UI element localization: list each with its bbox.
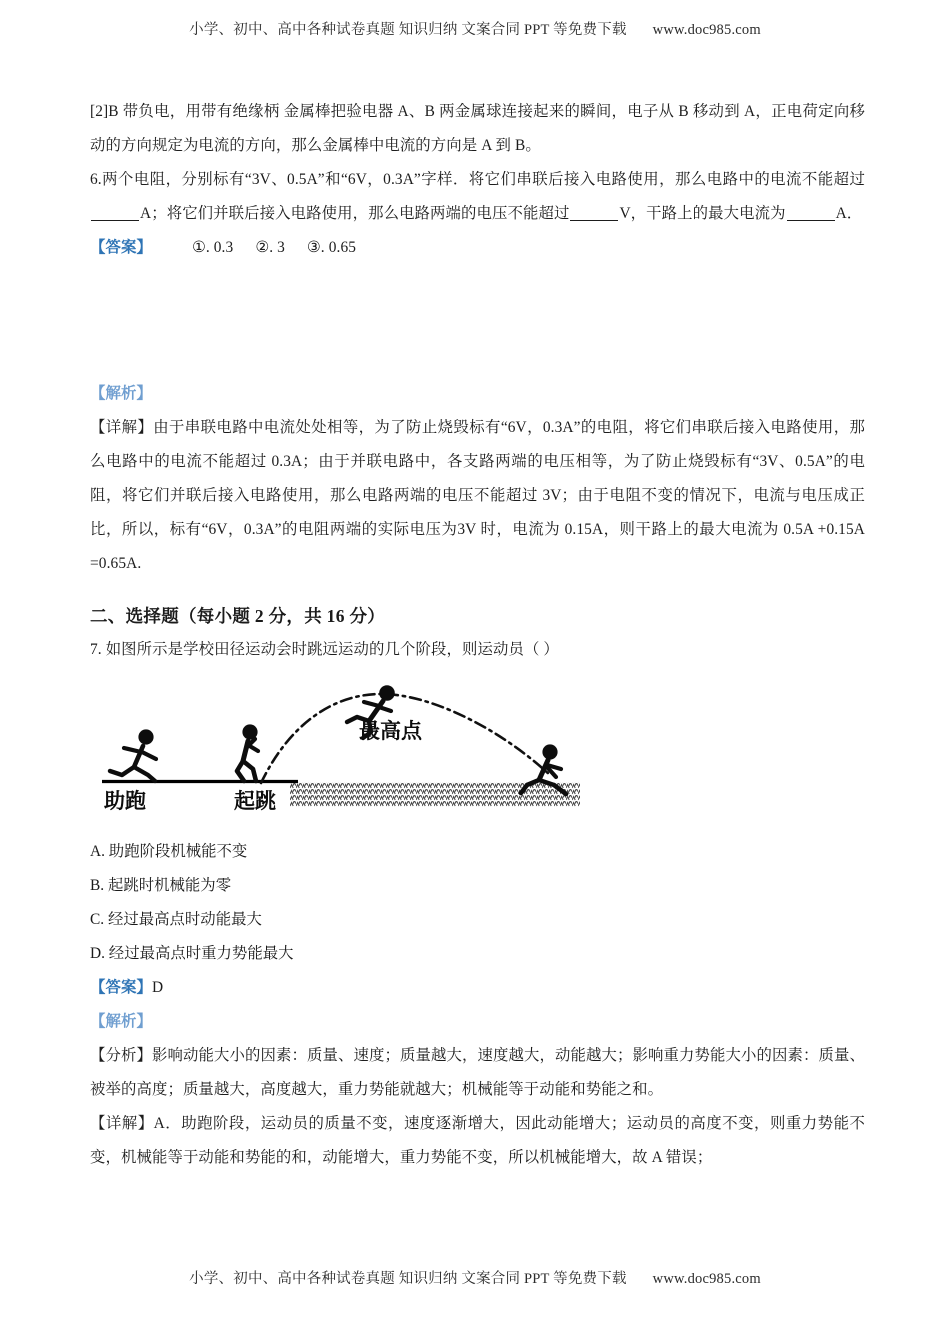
runner-figure-take-off [237,724,258,781]
figure-label-run-up: 助跑 [104,789,146,813]
section-2-heading: 二、选择题（每小题 2 分，共 16 分） [90,606,386,626]
question-6-blank-2 [570,206,618,221]
question-6-detail: 【详解】由于串联电路中电流处处相等，为了防止烧毁标有“6V，0.3A”的电阻，将它们串联后接入电路使用，那么电路中的电流不能超过 0.3A；由于并联电路中，各支路两端的电压相等，为了防止烧毁标有“3V、0.5A”的电阻，将它们并联后接入电路使用，那么电路两端的电压不能超过 3V；由于电阻不变的情况下，电流与电压成正比，所以，标有“6V，0.3A”的电阻两端的实际电压为3V 时，电流为 0.15A，则干路上的最大电流为 0.5A +0.15A =0.65A. [90,419,865,572]
answer-item-1: ①. 0.3 [191,239,234,256]
analysis-label: 【解析】 [90,385,152,402]
figure-label-take-off: 起跳 [234,789,276,813]
question-7-option-d[interactable]: D. 经过最高点时重力势能最大 [90,945,294,962]
question-6-text-part3: V，干路上的最大电流为 [619,205,786,222]
question-6-text-part4: A． [835,205,863,222]
question-6-stem [90,163,865,231]
question-7-analysis: 【分析】影响动能大小的因素：质量、速度；质量越大，速度越大，动能越大；影响重力势能大小的因素：质量、被举的高度；质量越大，高度越大，重力势能就越大；机械能等于动能和势能之和。 [90,1047,865,1098]
question-7-option-c[interactable]: C. 经过最高点时动能最大 [90,911,262,928]
watermark-url: www.doc985.com [652,1271,761,1287]
document-content [90,95,865,1175]
question-7-answer-value: D [151,979,164,996]
question-6-text-part2: A；将它们并联后接入电路使用，那么电路两端的电压不能超过 [140,205,570,222]
question-7-detail: 【详解】A．助跑阶段，运动员的质量不变，速度逐渐增大，因此动能增大；运动员的高度不变，则重力势能不变，机械能等于动能和势能的和，动能增大，重力势能不变，所以机械能增大，故 A 错误； [90,1115,865,1166]
page-header-watermark [0,18,950,39]
page-footer-watermark [0,1267,950,1288]
question-7-option-b[interactable]: B. 起跳时机械能为零 [90,877,232,894]
watermark-text: 小学、初中、高中各种试卷真题 知识归纳 文案合同 PPT 等免费下载 [189,1271,627,1287]
analysis-label: 【解析】 [90,1013,152,1030]
previous-answer-detail: [2]B 带负电，用带有绝缘柄 金属棒把验电器 A、B 两金属球连接起来的瞬间，电子从 B 移动到 A，正电荷定向移动的方向规定为电流的方向，那么金属棒中电流的方向是 A 到 B。 [90,103,865,154]
runner-figure-run-up [110,729,156,781]
figure-label-apex: 最高点 [359,719,422,743]
question-7-answer-line [90,971,865,1005]
question-6-answer-line [90,231,865,265]
question-6-number: 6. [90,171,102,188]
answer-item-3: ③. 0.65 [306,239,357,256]
question-7-option-a[interactable]: A. 助跑阶段机械能不变 [90,843,248,860]
blank-space [90,265,865,377]
question-6-text-part1: 两个电阻，分别标有“3V、0.5A”和“6V，0.3A”字样．将它们串联后接入电路使用，那么电路中的电流不能超过 [101,171,865,188]
answer-label: 【答案】 [90,239,152,256]
answer-item-2: ②. 3 [255,239,285,256]
long-jump-figure [98,675,598,825]
sand-pit [290,782,580,807]
watermark-text: 小学、初中、高中各种试卷真题 知识归纳 文案合同 PPT 等免费下载 [189,22,627,38]
blank-space [90,581,865,599]
watermark-url: www.doc985.com [652,22,761,38]
question-6-blank-3 [787,206,835,221]
question-7-analysis-label [90,1005,865,1039]
question-7-stem: 7. 如图所示是学校田径运动会时跳远运动的几个阶段，则运动员（ ） [90,641,559,658]
question-6-analysis-label [90,377,865,411]
question-6-blank-1 [91,206,139,221]
long-jump-diagram-svg [98,675,598,825]
answer-label: 【答案】 [90,979,152,996]
